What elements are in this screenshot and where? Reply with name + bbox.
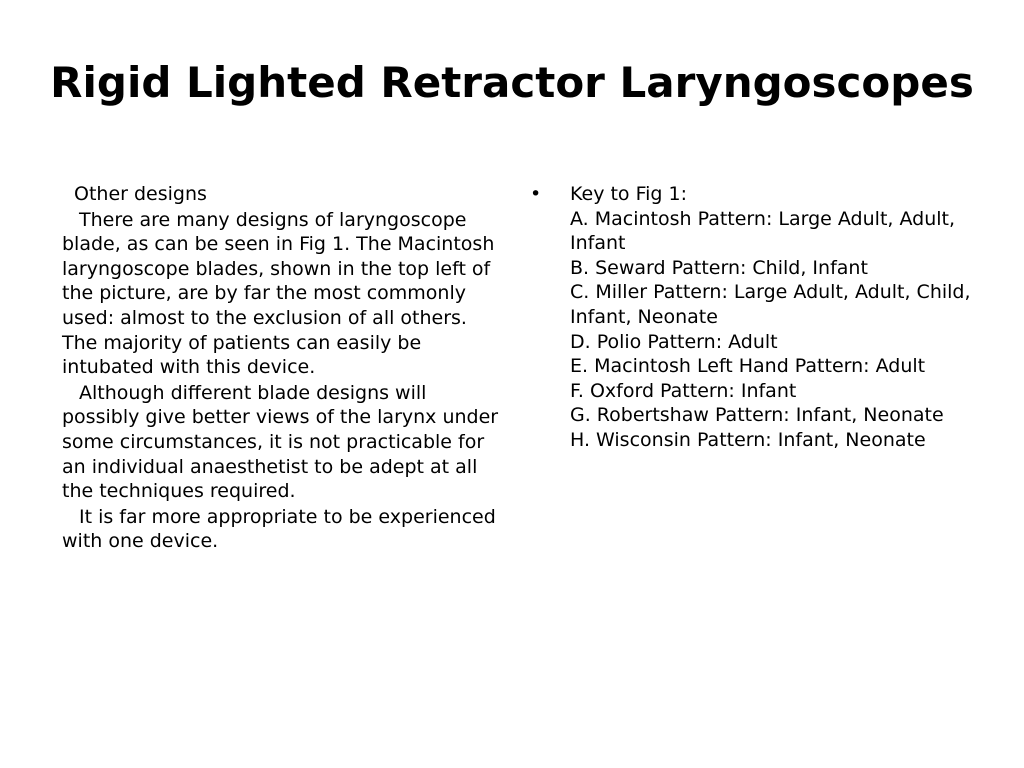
figure-key-item: H. Wisconsin Pattern: Infant, Neonate <box>570 428 926 451</box>
bullet-icon: • <box>530 183 542 205</box>
paragraph-1: There are many designs of laryngoscope blade, as can be seen in Fig 1. The Macintosh laryngoscope blades, shown in the top left of the picture, are by far the most commonly used: almost to the exclusion of all others. The majority of patients can easily be intubated with this device. <box>62 208 495 379</box>
figure-key-item: E. Macintosh Left Hand Pattern: Adult <box>570 355 926 378</box>
figure-key-item: D. Polio Pattern: Adult <box>570 330 778 353</box>
figure-key-heading: Key to Fig 1: <box>570 183 688 205</box>
figure-key-item: C. Miller Pattern: Large Adult, Adult, Child, Infant, Neonate <box>570 281 971 328</box>
figure-key-item: F. Oxford Pattern: Infant <box>570 379 797 402</box>
right-text-column <box>530 182 1010 453</box>
figure-key-item: B. Seward Pattern: Child, Infant <box>570 256 868 279</box>
paragraph-2: Although different blade designs will possibly give better views of the larynx under some circumstances, it is not practicable for an individual anaesthetist to be adept at all the techniques required. <box>62 381 499 503</box>
left-text-column <box>62 182 502 554</box>
slide-title: Rigid Lighted Retractor Laryngoscopes <box>50 58 974 107</box>
paragraph-3: It is far more appropriate to be experienced with one device. <box>62 505 496 553</box>
figure-key-item: G. Robertshaw Pattern: Infant, Neonate <box>570 404 944 427</box>
figure-key <box>570 182 1010 453</box>
subheading: Other designs <box>74 183 207 205</box>
figure-key-item: A. Macintosh Pattern: Large Adult, Adult, Infant <box>570 207 956 255</box>
